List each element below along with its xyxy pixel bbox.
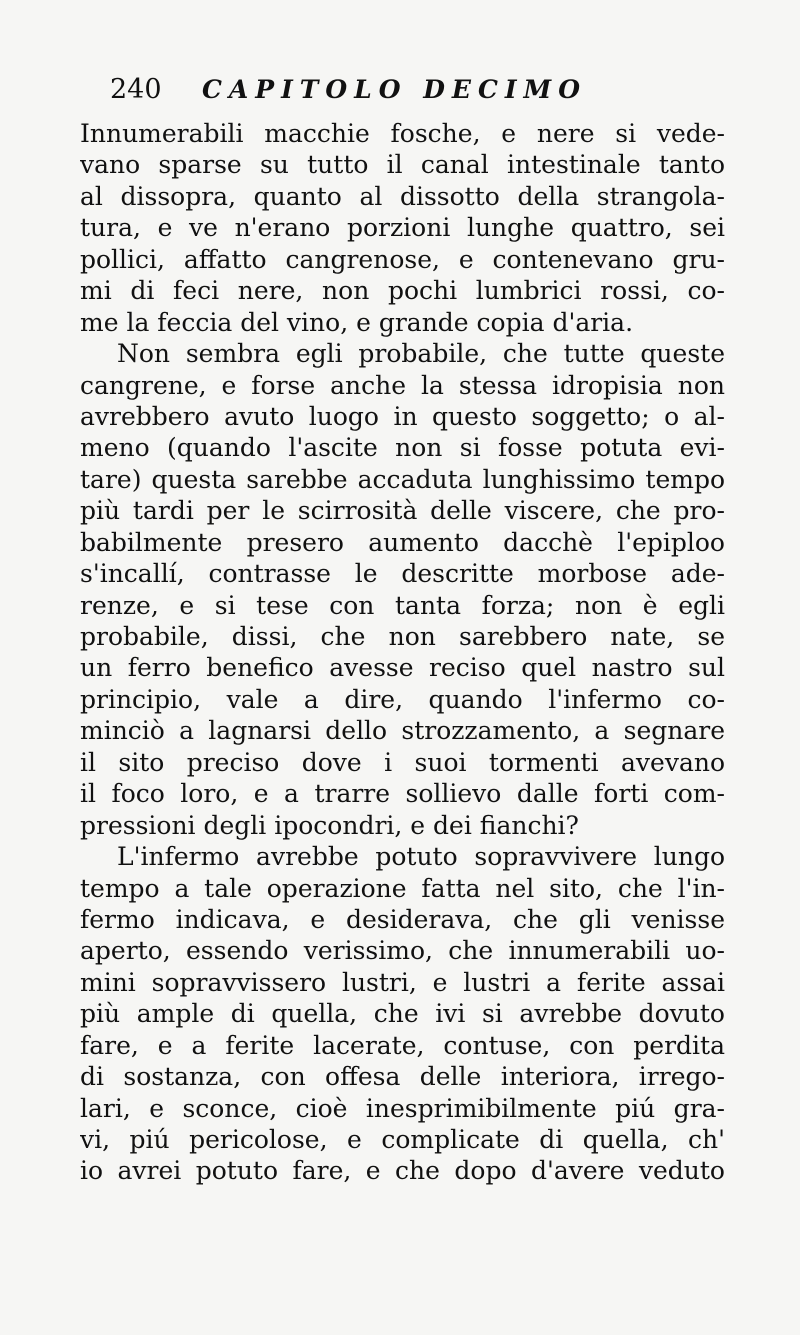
text-line: probabile, dissi, che non sarebbero nate, se	[80, 622, 725, 651]
text-line: di sostanza, con offesa delle interiora, irrego-	[80, 1062, 725, 1092]
text-line: mi di feci nere, non pochi lumbrici rossi, co-	[80, 276, 725, 306]
text-line: principio, vale a dire, quando l'infermo co-	[80, 684, 725, 714]
text-line: pollici, affatto cangrenose, e contenevano gru-	[80, 244, 725, 274]
paragraph-first-line: L'infermo avrebbe potuto sopravvivere lungo	[117, 842, 725, 872]
text-line: s'incallí, contrasse le descritte morbose ade-	[80, 559, 725, 589]
text-line: un ferro benefico avesse reciso quel nastro sul	[80, 653, 725, 683]
text-line: tare) questa sarebbe accaduta lunghissimo tempo	[80, 464, 725, 494]
text-line: babilmente presero aumento dacchè l'epiploo	[80, 527, 725, 557]
running-head: CAPITOLO DECIMO	[202, 75, 588, 104]
paragraph-first-line: Non sembra egli probabile, che tutte queste	[117, 339, 725, 369]
text-line: fermo indicava, e desiderava, che gli venisse	[80, 904, 725, 934]
text-line: vi, piú pericolose, e complicate di quella, ch'	[80, 1125, 725, 1154]
text-line: minciò a lagnarsi dello strozzamento, a segnare	[80, 716, 725, 746]
text-line: il sito preciso dove i suoi tormenti avevano	[80, 747, 725, 777]
body-text	[80, 118, 725, 1187]
text-line: tura, e ve n'erano porzioni lunghe quattro, sei	[80, 213, 725, 243]
text-line: meno (quando l'ascite non si fosse potuta evi-	[80, 433, 725, 463]
page-header	[110, 70, 670, 110]
text-line: cangrene, e forse anche la stessa idropisia non	[80, 370, 725, 400]
text-line: avrebbero avuto luogo in questo soggetto; o al-	[80, 401, 725, 431]
page-number: 240	[110, 74, 162, 105]
text-line: renze, e si tese con tanta forza; non è egli	[80, 590, 725, 620]
text-line: me la feccia del vino, e grande copia d'aria.	[80, 307, 634, 337]
text-line: io avrei potuto fare, e che dopo d'avere veduto	[80, 1156, 725, 1186]
text-line: fare, e a ferite lacerate, contuse, con perdita	[80, 1030, 725, 1060]
text-line: tempo a tale operazione fatta nel sito, che l'in-	[80, 873, 725, 903]
text-line: al dissopra, quanto al dissotto della strangola-	[80, 181, 725, 211]
text-line: lari, e sconce, cioè inesprimibilmente piú gra-	[80, 1093, 725, 1123]
text-line: Innumerabili macchie fosche, e nere si vede-	[80, 119, 725, 148]
text-line: più tardi per le scirrosità delle viscere, che pro-	[80, 496, 725, 526]
text-line: più ample di quella, che ivi si avrebbe dovuto	[80, 999, 725, 1029]
text-line: vano sparse su tutto il canal intestinale tanto	[80, 150, 725, 180]
text-line: aperto, essendo verissimo, che innumerabili uo-	[80, 936, 725, 966]
text-line: il foco loro, e a trarre sollievo dalle forti com-	[80, 779, 725, 809]
text-line: pressioni degli ipocondri, e dei fianchi?	[80, 810, 579, 840]
text-line: mini sopravvissero lustri, e lustri a ferite assai	[80, 967, 725, 997]
